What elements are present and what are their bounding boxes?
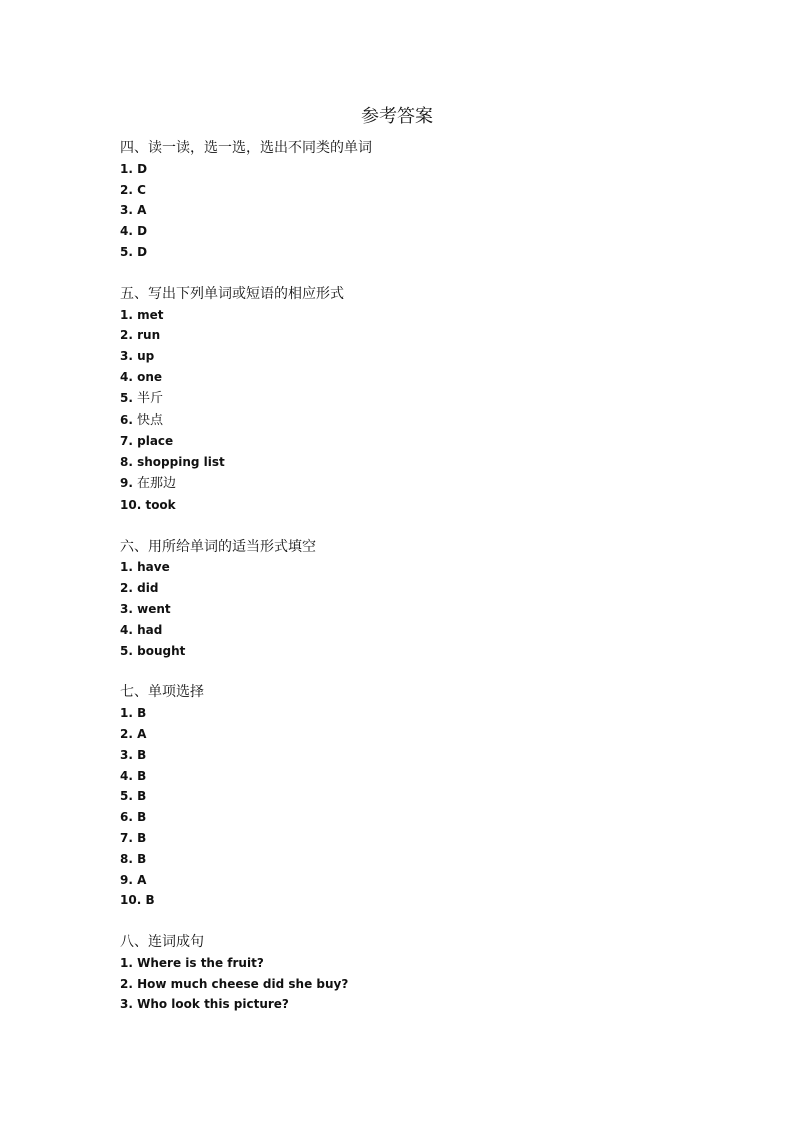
answer-text: A bbox=[137, 726, 147, 741]
answer-item bbox=[120, 745, 720, 766]
section-8 bbox=[120, 932, 720, 1015]
answer-item bbox=[120, 410, 720, 432]
answer-list bbox=[120, 159, 720, 263]
answer-item bbox=[120, 388, 720, 410]
answer-item bbox=[120, 367, 720, 388]
answer-text: have bbox=[137, 560, 170, 575]
answer-text: had bbox=[137, 622, 163, 637]
answer-number: 9. bbox=[120, 872, 133, 887]
section-heading: 四、读一读，选一选，选出不同类的单词 bbox=[120, 140, 372, 156]
answer-number: 10. bbox=[120, 893, 142, 908]
answer-item bbox=[120, 431, 720, 452]
section-6 bbox=[120, 537, 720, 662]
answer-text: D bbox=[137, 161, 148, 176]
answer-item bbox=[120, 325, 720, 346]
section-heading: 八、连词成句 bbox=[120, 934, 204, 951]
answer-number: 1. bbox=[120, 706, 133, 721]
answer-number: 5. bbox=[120, 244, 133, 259]
answer-item bbox=[120, 473, 720, 495]
answer-item bbox=[120, 870, 720, 891]
answer-item bbox=[120, 807, 720, 828]
answer-number: 4. bbox=[120, 622, 133, 637]
answer-number: 1. bbox=[120, 161, 133, 176]
answer-number: 5. bbox=[120, 390, 133, 405]
answer-text: one bbox=[137, 369, 163, 384]
answer-text: met bbox=[137, 307, 164, 322]
answer-number: 7. bbox=[120, 830, 133, 845]
answer-number: 5. bbox=[120, 643, 133, 658]
answer-item bbox=[120, 346, 720, 367]
answer-text: 在那边 bbox=[132, 475, 177, 491]
answer-number: 2. bbox=[120, 581, 133, 596]
answer-text: Who look this picture? bbox=[137, 997, 289, 1012]
answer-item bbox=[120, 703, 720, 724]
answer-number: 3. bbox=[120, 997, 133, 1012]
answer-text: B bbox=[145, 893, 155, 908]
answer-item bbox=[120, 786, 720, 807]
answer-text: did bbox=[137, 581, 159, 596]
answer-text: 半斤 bbox=[132, 390, 164, 406]
answer-item bbox=[120, 599, 720, 620]
answer-number: 2. bbox=[120, 182, 133, 197]
answer-item bbox=[120, 452, 720, 473]
answer-text: B bbox=[137, 851, 147, 866]
answer-number: 1. bbox=[120, 307, 133, 322]
answer-text: place bbox=[137, 434, 174, 449]
answer-text: bought bbox=[137, 643, 186, 658]
answer-text: went bbox=[137, 601, 171, 616]
section-heading: 七、单项选择 bbox=[120, 684, 204, 701]
answer-item bbox=[120, 724, 720, 745]
answer-item bbox=[120, 953, 720, 974]
answer-list bbox=[120, 703, 720, 911]
answer-item bbox=[120, 200, 720, 221]
answer-text: B bbox=[137, 789, 147, 804]
answer-item bbox=[120, 620, 720, 641]
answer-number: 2. bbox=[120, 726, 133, 741]
page-title: 参考答案 bbox=[361, 106, 433, 127]
answer-item bbox=[120, 578, 720, 599]
answer-item bbox=[120, 221, 720, 242]
answer-number: 3. bbox=[120, 601, 133, 616]
answer-text: B bbox=[137, 747, 147, 762]
answer-number: 4. bbox=[120, 768, 133, 783]
answer-item bbox=[120, 557, 720, 578]
answer-number: 3. bbox=[120, 747, 133, 762]
answer-text: B bbox=[137, 768, 147, 783]
answer-text: 快点 bbox=[132, 412, 164, 428]
section-7 bbox=[120, 682, 720, 911]
answer-text: How much cheese did she buy? bbox=[137, 976, 349, 991]
answer-number: 6. bbox=[120, 412, 133, 427]
answer-sections bbox=[120, 138, 720, 1036]
answer-text: took bbox=[145, 497, 176, 512]
answer-number: 10. bbox=[120, 497, 142, 512]
answer-item bbox=[120, 242, 720, 263]
answer-number: 6. bbox=[120, 810, 133, 825]
answer-list bbox=[120, 953, 720, 1015]
answer-text: run bbox=[137, 328, 161, 343]
answer-text: shopping list bbox=[137, 455, 225, 470]
answer-text: A bbox=[137, 203, 147, 218]
answer-number: 3. bbox=[120, 349, 133, 364]
answer-item bbox=[120, 305, 720, 326]
section-5 bbox=[120, 284, 720, 516]
answer-item bbox=[120, 495, 720, 516]
section-heading: 六、用所给单词的适当形式填空 bbox=[120, 538, 316, 555]
answer-number: 4. bbox=[120, 369, 133, 384]
answer-text: B bbox=[137, 810, 147, 825]
answer-item bbox=[120, 766, 720, 787]
answer-item bbox=[120, 994, 720, 1015]
answer-number: 8. bbox=[120, 851, 133, 866]
answer-item bbox=[120, 828, 720, 849]
section-heading: 五、写出下列单词或短语的相应形式 bbox=[120, 285, 344, 302]
answer-item bbox=[120, 849, 720, 870]
answer-number: 9. bbox=[120, 475, 133, 490]
answer-text: B bbox=[137, 830, 147, 845]
answer-item bbox=[120, 159, 720, 180]
answer-item bbox=[120, 641, 720, 662]
section-4 bbox=[120, 138, 720, 263]
answer-number: 1. bbox=[120, 955, 133, 970]
answer-text: B bbox=[137, 706, 147, 721]
answer-list bbox=[120, 557, 720, 661]
answer-text: C bbox=[137, 182, 146, 197]
answer-list bbox=[120, 305, 720, 516]
answer-item bbox=[120, 180, 720, 201]
answer-number: 3. bbox=[120, 203, 133, 218]
answer-number: 1. bbox=[120, 560, 133, 575]
answer-number: 7. bbox=[120, 434, 133, 449]
answer-number: 5. bbox=[120, 789, 133, 804]
answer-text: up bbox=[137, 349, 155, 364]
answer-text: Where is the fruit? bbox=[137, 955, 264, 970]
answer-text: A bbox=[137, 872, 147, 887]
answer-text: D bbox=[137, 244, 148, 259]
answer-item bbox=[120, 890, 720, 911]
answer-number: 2. bbox=[120, 976, 133, 991]
answer-number: 2. bbox=[120, 328, 133, 343]
answer-item bbox=[120, 974, 720, 995]
answer-number: 4. bbox=[120, 224, 133, 239]
answer-text: D bbox=[137, 224, 148, 239]
answer-number: 8. bbox=[120, 455, 133, 470]
